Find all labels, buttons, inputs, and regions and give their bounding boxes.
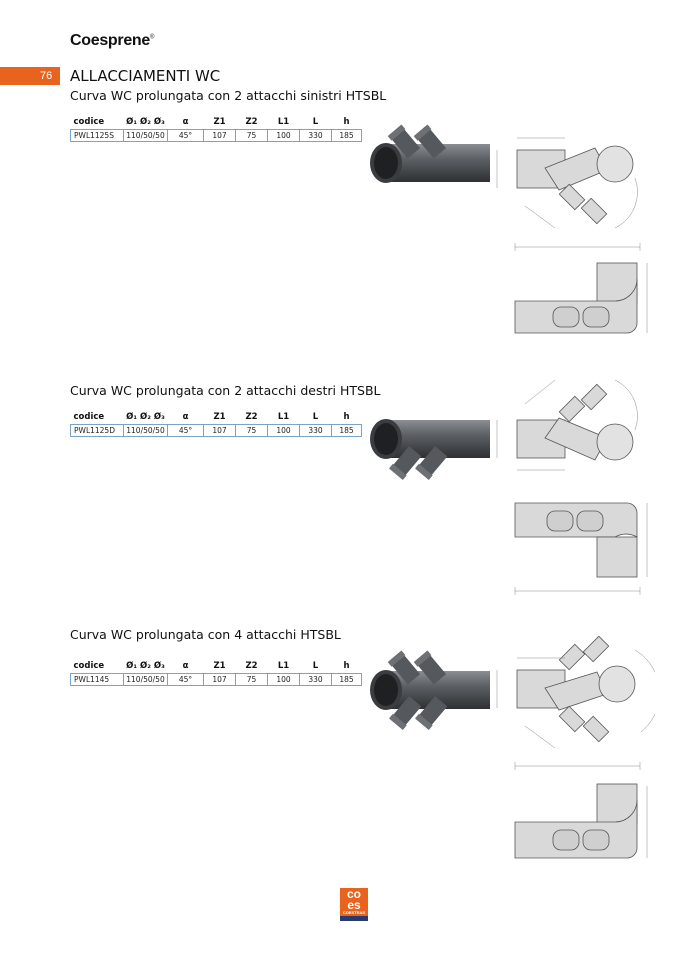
product-title-1: Curva WC prolungata con 2 attacchi sinistri HTSBL [70, 88, 387, 103]
cell-l: 330 [300, 130, 332, 142]
cell-alpha: 45° [168, 130, 204, 142]
col-z2: Z2 [236, 660, 268, 674]
table-row [71, 425, 362, 437]
spec-table-1 [70, 116, 362, 142]
cell-alpha: 45° [168, 674, 204, 686]
col-z1: Z1 [204, 411, 236, 425]
product-title-3: Curva WC prolungata con 4 attacchi HTSBL [70, 627, 341, 642]
spec-table-2 [70, 411, 362, 437]
technical-drawing-2-side [495, 497, 655, 597]
col-diameters: Ø₁ Ø₂ Ø₃ [124, 116, 168, 130]
cell-diameters: 110/50/50 [124, 130, 168, 142]
col-l1: L1 [268, 116, 300, 130]
technical-drawing-2-top [495, 374, 655, 484]
technical-drawing-3-top [495, 636, 655, 756]
cell-diameters: 110/50/50 [124, 425, 168, 437]
spec-table-3 [70, 660, 362, 686]
col-h: h [332, 116, 362, 130]
cell-z2: 75 [236, 130, 268, 142]
table-row [71, 674, 362, 686]
footer-logo [340, 888, 368, 921]
cell-l: 330 [300, 425, 332, 437]
col-l: L [300, 411, 332, 425]
col-alpha: α [168, 411, 204, 425]
cell-l: 330 [300, 674, 332, 686]
product-photo-3 [366, 646, 492, 734]
brand-logo: Coesprene® [70, 32, 155, 49]
col-l1: L1 [268, 660, 300, 674]
footer-logo-tagline: COESTRAS [342, 910, 366, 915]
product-title-2: Curva WC prolungata con 2 attacchi destri HTSBL [70, 383, 381, 398]
cell-l1: 100 [268, 425, 300, 437]
col-z2: Z2 [236, 116, 268, 130]
col-l: L [300, 116, 332, 130]
technical-drawing-3-side [495, 762, 655, 862]
technical-drawing-1-side [495, 243, 655, 338]
cell-z2: 75 [236, 674, 268, 686]
cell-z2: 75 [236, 425, 268, 437]
cell-l1: 100 [268, 674, 300, 686]
cell-h: 185 [332, 674, 362, 686]
col-alpha: α [168, 116, 204, 130]
col-l1: L1 [268, 411, 300, 425]
cell-z1: 107 [204, 674, 236, 686]
col-codice: codice [71, 411, 124, 425]
cell-z1: 107 [204, 130, 236, 142]
footer-logo-line1: co [346, 887, 361, 901]
product-photo-1 [366, 122, 492, 188]
col-h: h [332, 660, 362, 674]
cell-codice: PWL1145 [71, 674, 124, 686]
col-z2: Z2 [236, 411, 268, 425]
cell-h: 185 [332, 130, 362, 142]
cell-codice: PWL1125D [71, 425, 124, 437]
col-h: h [332, 411, 362, 425]
col-alpha: α [168, 660, 204, 674]
page-number: 76 [40, 70, 53, 82]
cell-codice: PWL1125S [71, 130, 124, 142]
cell-l1: 100 [268, 130, 300, 142]
table-row [71, 130, 362, 142]
col-codice: codice [71, 660, 124, 674]
cell-diameters: 110/50/50 [124, 674, 168, 686]
cell-alpha: 45° [168, 425, 204, 437]
product-photo-2 [366, 408, 492, 484]
col-codice: codice [71, 116, 124, 130]
section-title: ALLACCIAMENTI WC [70, 67, 221, 85]
col-diameters: Ø₁ Ø₂ Ø₃ [124, 411, 168, 425]
col-z1: Z1 [204, 116, 236, 130]
footer-logo-line2: es [347, 898, 361, 912]
cell-h: 185 [332, 425, 362, 437]
col-diameters: Ø₁ Ø₂ Ø₃ [124, 660, 168, 674]
col-l: L [300, 660, 332, 674]
technical-drawing-1-top [495, 128, 655, 238]
cell-z1: 107 [204, 425, 236, 437]
col-z1: Z1 [204, 660, 236, 674]
